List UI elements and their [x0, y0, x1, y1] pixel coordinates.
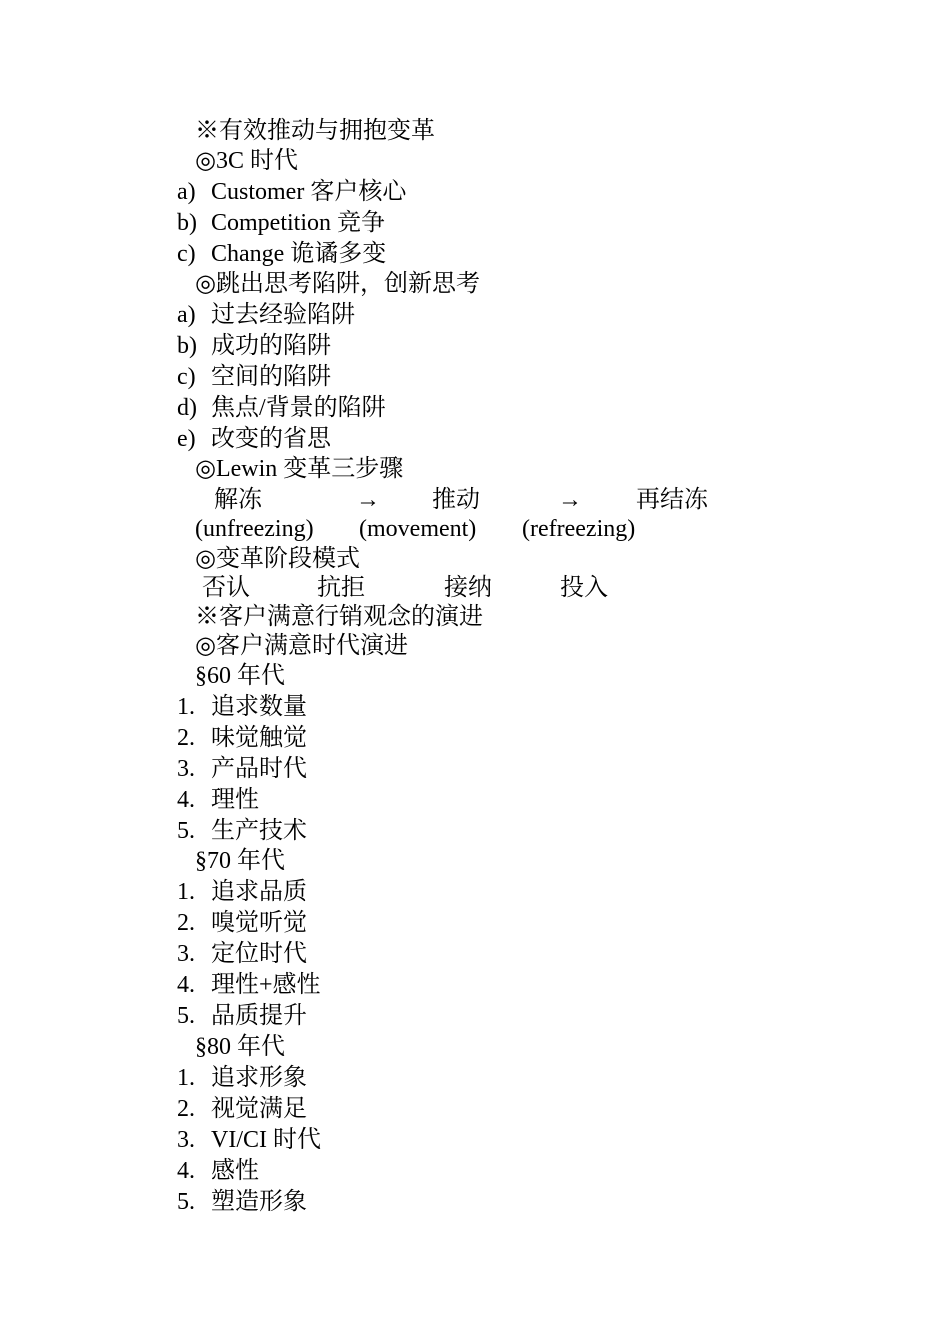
lewin-step-unfreeze: 解冻 [214, 487, 262, 513]
list-item-text: 视觉满足 [211, 1096, 307, 1122]
list-item-text: Competition 竞争 [211, 210, 385, 236]
list-item-text: 成功的陷阱 [211, 333, 331, 359]
list-marker: e) [177, 426, 196, 452]
list-item-text: 焦点/背景的陷阱 [211, 395, 386, 421]
era-heading-70s: §70 年代 [195, 848, 285, 874]
list-item-text: 感性 [211, 1158, 259, 1184]
list-item [177, 757, 307, 781]
lewin-step-refreeze-english: (refreezing) [522, 516, 636, 542]
list-item-text: 追求数量 [211, 694, 307, 720]
list-item-text: 理性+感性 [211, 972, 321, 998]
list-item-text: 过去经验陷阱 [211, 302, 355, 328]
list-marker: 5. [177, 818, 195, 844]
list-item-text: 定位时代 [211, 941, 307, 967]
list-marker: 3. [177, 756, 195, 782]
lewin-step-unfreeze-english: (unfreezing) [195, 516, 314, 542]
list-marker: 3. [177, 941, 195, 967]
list-item [177, 211, 385, 235]
list-item-text: 品质提升 [211, 1003, 307, 1029]
list-item [177, 911, 307, 935]
list-marker: 2. [177, 725, 195, 751]
list-item-text: 追求品质 [211, 879, 307, 905]
list-item-text: 改变的省思 [211, 426, 331, 452]
list-item [177, 180, 406, 204]
list-item-text: 塑造形象 [211, 1189, 307, 1215]
list-item [177, 365, 331, 389]
list-item [177, 788, 259, 812]
list-marker: 1. [177, 879, 195, 905]
heading-change-stages: ◎变革阶段模式 [195, 546, 360, 572]
list-marker: d) [177, 395, 197, 421]
list-item [177, 1190, 307, 1214]
list-marker: a) [177, 179, 196, 205]
section-heading-marketing: ※客户满意行销观念的演进 [195, 604, 483, 630]
list-item [177, 942, 307, 966]
list-item [177, 303, 355, 327]
heading-thinking-traps: ◎跳出思考陷阱，创新思考 [195, 271, 480, 297]
list-item [177, 726, 307, 750]
list-item-text: Customer 客户核心 [211, 179, 407, 205]
list-marker: 1. [177, 1065, 195, 1091]
list-item [177, 396, 386, 420]
list-item [177, 427, 331, 451]
heading-satisfaction-eras: ◎客户满意时代演进 [195, 633, 408, 659]
heading-lewin-steps: ◎Lewin 变革三步骤 [195, 456, 404, 482]
list-item-text: 味觉触觉 [211, 725, 307, 751]
list-item-text: VI/CI 时代 [211, 1127, 321, 1153]
list-item-text: Change 诡谲多变 [211, 241, 387, 267]
list-marker: 4. [177, 787, 195, 813]
heading-3c-era: ◎3C 时代 [195, 148, 298, 174]
list-item [177, 242, 386, 266]
list-item [177, 880, 307, 904]
stage-denial: 否认 [202, 575, 250, 601]
list-marker: b) [177, 333, 197, 359]
list-marker: 2. [177, 910, 195, 936]
list-marker: c) [177, 364, 196, 390]
list-item [177, 1097, 307, 1121]
list-item [177, 334, 331, 358]
list-marker: 1. [177, 694, 195, 720]
list-item [177, 1159, 259, 1183]
list-marker: a) [177, 302, 196, 328]
list-item [177, 1066, 307, 1090]
stage-commitment: 投入 [560, 575, 608, 601]
era-heading-80s: §80 年代 [195, 1034, 285, 1060]
list-item [177, 1004, 307, 1028]
list-item [177, 1128, 321, 1152]
list-marker: 5. [177, 1189, 195, 1215]
list-item-text: 理性 [211, 787, 259, 813]
lewin-step-refreeze: 再结冻 [636, 487, 708, 513]
list-item-text: 嗅觉听觉 [211, 910, 307, 936]
arrow-right-icon: → [558, 487, 582, 513]
list-item [177, 695, 307, 719]
list-item-text: 空间的陷阱 [211, 364, 331, 390]
list-marker: 4. [177, 1158, 195, 1184]
era-heading-60s: §60 年代 [195, 663, 285, 689]
list-marker: 3. [177, 1127, 195, 1153]
list-item-text: 追求形象 [211, 1065, 307, 1091]
list-marker: 5. [177, 1003, 195, 1029]
list-item [177, 819, 307, 843]
list-item-text: 产品时代 [211, 756, 307, 782]
lewin-step-movement: 推动 [432, 487, 480, 513]
lewin-step-movement-english: (movement) [359, 516, 477, 542]
list-marker: 4. [177, 972, 195, 998]
list-item [177, 973, 321, 997]
list-item-text: 生产技术 [211, 818, 307, 844]
section-heading-change: ※有效推动与拥抱变革 [195, 118, 435, 144]
list-marker: b) [177, 210, 197, 236]
list-marker: 2. [177, 1096, 195, 1122]
stage-acceptance: 接纳 [444, 575, 492, 601]
list-marker: c) [177, 241, 196, 267]
arrow-right-icon: → [356, 487, 380, 513]
stage-resistance: 抗拒 [317, 575, 365, 601]
